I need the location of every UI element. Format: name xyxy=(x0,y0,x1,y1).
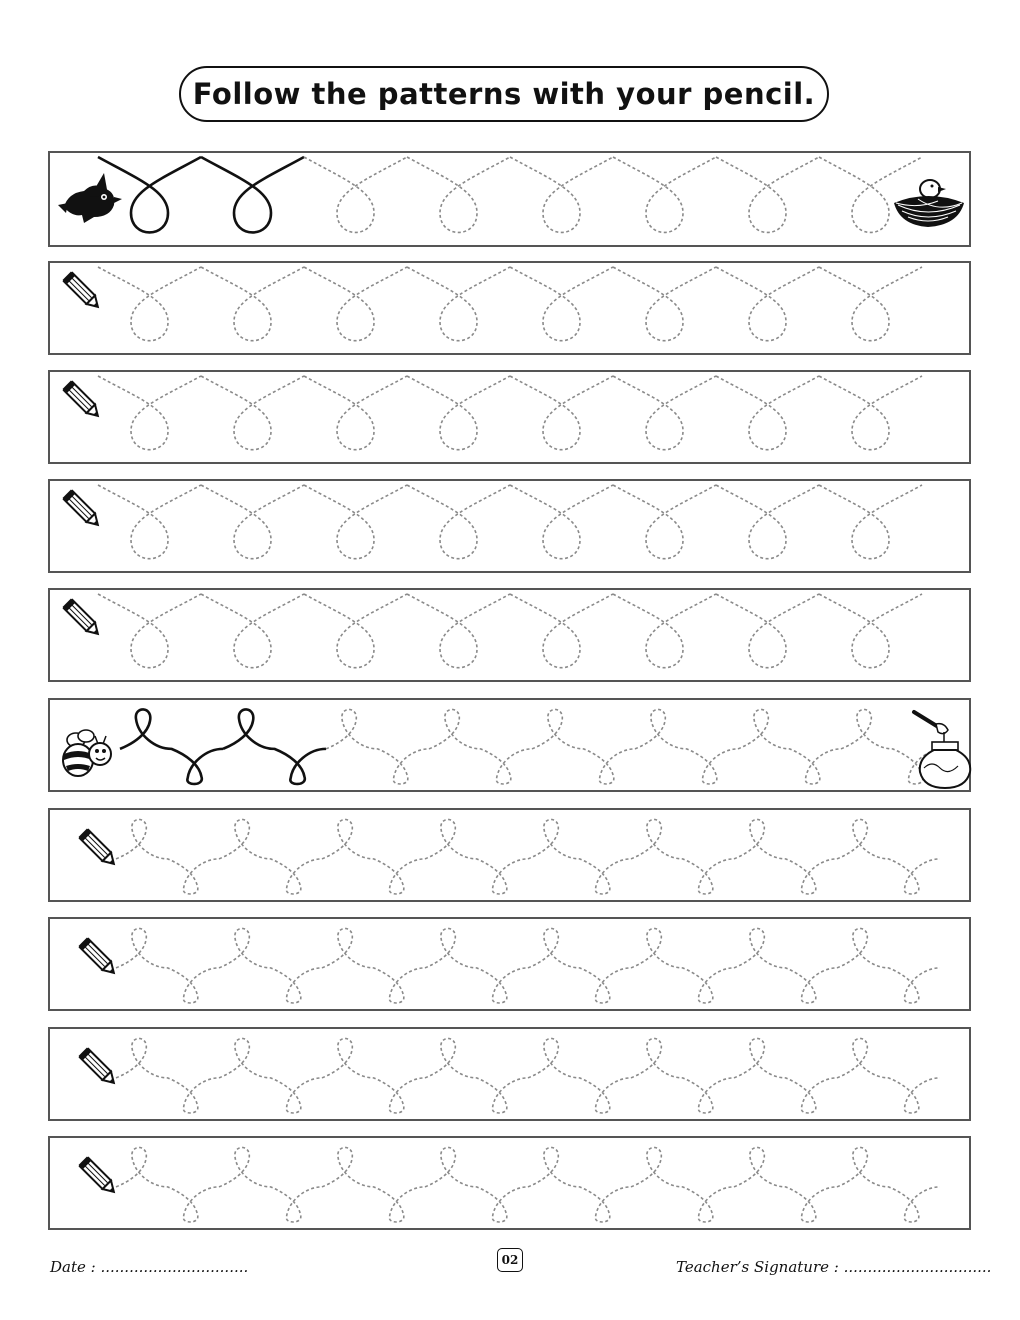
dotted-trace-segment xyxy=(304,594,407,668)
pattern-row-2 xyxy=(48,261,971,355)
bird-icon xyxy=(54,167,124,229)
dotted-trace-segment xyxy=(510,376,613,450)
dotted-trace-segment xyxy=(322,1147,425,1222)
instruction-banner xyxy=(179,66,829,122)
dotted-trace-segment xyxy=(528,1147,631,1222)
dotted-trace-segment xyxy=(407,267,510,341)
dotted-trace-segment xyxy=(98,485,201,559)
dotted-trace-segment xyxy=(716,485,819,559)
pencil-icon xyxy=(76,826,122,872)
pattern-row-8 xyxy=(48,917,971,1011)
dotted-trace-segment xyxy=(716,594,819,668)
bee-icon xyxy=(58,722,116,780)
dotted-trace-segment xyxy=(734,1038,837,1113)
trace-area[interactable] xyxy=(50,810,973,904)
dotted-trace-segment xyxy=(716,376,819,450)
pattern-row-7 xyxy=(48,808,971,902)
dotted-trace-segment xyxy=(425,928,528,1003)
dotted-trace-segment xyxy=(631,928,734,1003)
trace-area[interactable] xyxy=(50,263,973,357)
dotted-trace-segment xyxy=(304,376,407,450)
dotted-trace-segment xyxy=(837,1147,940,1222)
pencil-icon xyxy=(60,378,106,424)
dotted-trace-segment xyxy=(819,376,922,450)
pattern-row-9 xyxy=(48,1027,971,1121)
dotted-trace-segment xyxy=(716,267,819,341)
dotted-trace-segment xyxy=(304,267,407,341)
trace-area[interactable] xyxy=(50,153,973,249)
dotted-trace-segment xyxy=(631,1038,734,1113)
pattern-row-10 xyxy=(48,1136,971,1230)
dotted-trace-segment xyxy=(425,1038,528,1113)
pencil-icon xyxy=(60,269,106,315)
dotted-trace-segment xyxy=(201,485,304,559)
dotted-trace-segment xyxy=(116,1038,219,1113)
pattern-row-1 xyxy=(48,151,971,247)
dotted-trace-segment xyxy=(322,819,425,894)
dotted-trace-segment xyxy=(635,709,738,784)
dotted-trace-segment xyxy=(613,594,716,668)
trace-area[interactable] xyxy=(50,372,973,466)
instruction-title: Follow the patterns with your pencil. xyxy=(192,77,816,111)
pencil-icon xyxy=(76,1045,122,1091)
trace-area[interactable] xyxy=(50,1029,973,1123)
dotted-trace-segment xyxy=(304,157,407,232)
dotted-trace-segment xyxy=(819,594,922,668)
dotted-trace-segment xyxy=(738,709,841,784)
dotted-trace-segment xyxy=(98,376,201,450)
dotted-trace-segment xyxy=(98,267,201,341)
dotted-trace-segment xyxy=(613,157,716,232)
dotted-trace-segment xyxy=(407,594,510,668)
pencil-icon xyxy=(60,487,106,533)
dotted-trace-segment xyxy=(528,928,631,1003)
dotted-trace-segment xyxy=(407,157,510,232)
dotted-trace-segment xyxy=(528,819,631,894)
trace-area[interactable] xyxy=(50,700,973,794)
dotted-trace-segment xyxy=(219,928,322,1003)
dotted-trace-segment xyxy=(613,485,716,559)
dotted-trace-segment xyxy=(116,928,219,1003)
dotted-trace-segment xyxy=(631,819,734,894)
dotted-trace-segment xyxy=(819,485,922,559)
dotted-trace-segment xyxy=(219,1038,322,1113)
pattern-row-4 xyxy=(48,479,971,573)
dotted-trace-segment xyxy=(510,594,613,668)
dotted-trace-segment xyxy=(716,157,819,232)
pencil-icon xyxy=(60,596,106,642)
page-number: 02 xyxy=(497,1248,523,1272)
trace-area[interactable] xyxy=(50,1138,973,1232)
trace-area[interactable] xyxy=(50,919,973,1013)
pencil-icon xyxy=(76,935,122,981)
dotted-trace-segment xyxy=(201,267,304,341)
dotted-trace-segment xyxy=(201,594,304,668)
pencil-icon xyxy=(76,1154,122,1200)
dotted-trace-segment xyxy=(510,485,613,559)
dotted-trace-segment xyxy=(613,376,716,450)
date-field[interactable]: Date : ............................... xyxy=(50,1258,249,1276)
dotted-trace-segment xyxy=(219,819,322,894)
trace-area[interactable] xyxy=(50,481,973,575)
dotted-trace-segment xyxy=(219,1147,322,1222)
dotted-trace-segment xyxy=(322,928,425,1003)
honey-jar-icon xyxy=(910,706,972,792)
dotted-trace-segment xyxy=(734,928,837,1003)
dotted-trace-segment xyxy=(837,1038,940,1113)
dotted-trace-segment xyxy=(429,709,532,784)
teacher-signature-field[interactable]: Teacher’s Signature : ............................... xyxy=(676,1258,992,1276)
dotted-trace-segment xyxy=(116,1147,219,1222)
pattern-row-5 xyxy=(48,588,971,682)
dotted-trace-segment xyxy=(98,594,201,668)
dotted-trace-segment xyxy=(201,376,304,450)
dotted-trace-segment xyxy=(734,819,837,894)
dotted-trace-segment xyxy=(819,267,922,341)
example-stroke xyxy=(201,157,304,232)
dotted-trace-segment xyxy=(407,376,510,450)
dotted-trace-segment xyxy=(326,709,429,784)
dotted-trace-segment xyxy=(304,485,407,559)
dotted-trace-segment xyxy=(528,1038,631,1113)
dotted-trace-segment xyxy=(116,819,219,894)
dotted-trace-segment xyxy=(425,819,528,894)
pattern-row-6 xyxy=(48,698,971,792)
dotted-trace-segment xyxy=(510,267,613,341)
dotted-trace-segment xyxy=(837,928,940,1003)
example-stroke xyxy=(120,709,223,784)
dotted-trace-segment xyxy=(407,485,510,559)
pattern-row-3 xyxy=(48,370,971,464)
dotted-trace-segment xyxy=(631,1147,734,1222)
trace-area[interactable] xyxy=(50,590,973,684)
example-stroke xyxy=(223,709,326,784)
dotted-trace-segment xyxy=(734,1147,837,1222)
nest-icon xyxy=(888,169,968,231)
dotted-trace-segment xyxy=(322,1038,425,1113)
dotted-trace-segment xyxy=(510,157,613,232)
dotted-trace-segment xyxy=(532,709,635,784)
dotted-trace-segment xyxy=(613,267,716,341)
dotted-trace-segment xyxy=(837,819,940,894)
dotted-trace-segment xyxy=(425,1147,528,1222)
